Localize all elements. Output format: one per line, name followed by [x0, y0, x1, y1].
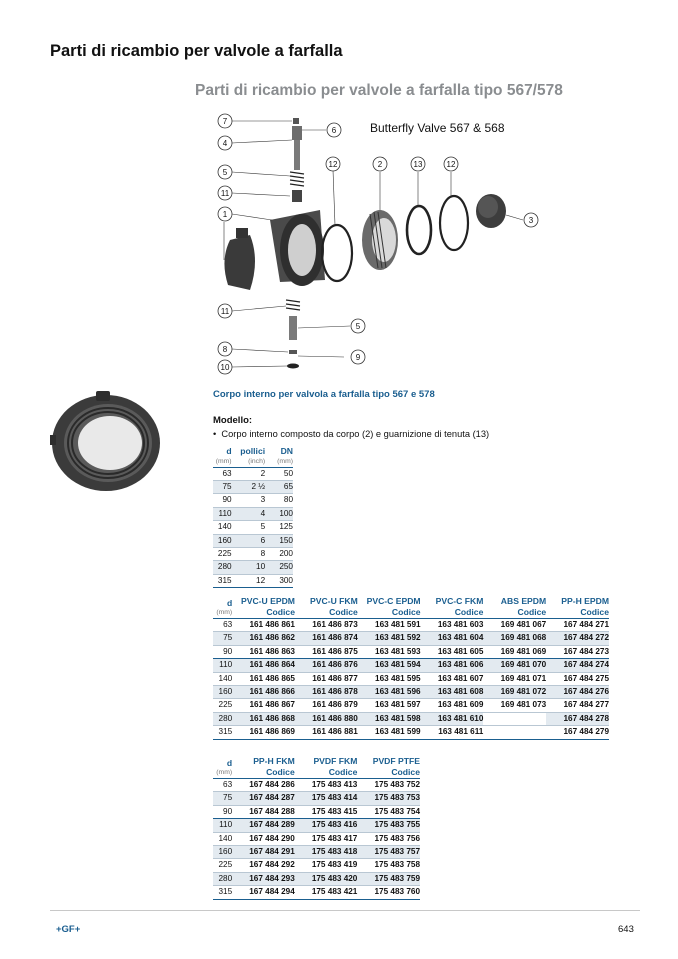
callout-4: 4 [222, 139, 228, 148]
callout-7: 7 [222, 117, 228, 126]
row-size-cell: 160 [213, 686, 232, 699]
table-cell: 161 486 863 [249, 646, 295, 656]
row-size-cell: 90 [222, 495, 232, 505]
column-header [357, 756, 420, 779]
table-cell: 167 484 272 [546, 632, 609, 645]
table-cell: 163 481 599 [375, 727, 421, 737]
table-cell: 161 486 881 [312, 727, 358, 737]
table-cell: 175 483 418 [295, 846, 358, 859]
table-header-row [213, 596, 609, 619]
table-cell: 175 483 421 [311, 887, 358, 897]
table-cell: 161 486 869 [249, 727, 295, 737]
table-cell: 161 486 868 [232, 712, 295, 725]
table-header-row [213, 756, 420, 779]
row-size-cell: 90 [223, 806, 233, 816]
column-header-label: PVC-C FKM Codice [435, 596, 484, 617]
table-cell: 163 481 596 [358, 686, 421, 699]
table-row [213, 726, 609, 739]
table-cell: 169 481 067 [500, 620, 547, 629]
table-cell: 163 481 607 [437, 673, 484, 683]
column-header-label: d [226, 597, 233, 608]
column-header [232, 596, 295, 619]
table-cell: 169 481 069 [500, 646, 547, 656]
table-row [213, 832, 420, 845]
column-header [213, 446, 232, 467]
table-cell: 100 [265, 507, 293, 520]
column-header [358, 596, 421, 619]
row-size-cell: 225 [218, 860, 233, 870]
table-cell: 175 483 757 [357, 846, 420, 859]
table-cell: 163 481 591 [375, 620, 421, 629]
table-row [213, 619, 609, 632]
row-size-cell: 315 [217, 575, 232, 585]
row-size-cell: 63 [223, 620, 233, 629]
table-cell: 161 486 874 [295, 632, 358, 645]
table-cell: 167 484 294 [249, 887, 295, 897]
table-cell: 125 [279, 522, 293, 532]
page-title: Parti di ricambio per valvole a farfalla [50, 42, 343, 60]
table-cell: 167 484 277 [563, 700, 609, 710]
table-cell: 169 481 071 [500, 673, 547, 683]
table-cell: 167 484 274 [546, 659, 609, 672]
table-cell: 163 481 597 [375, 700, 421, 710]
table-header-row [213, 446, 293, 467]
table-cell: 163 481 604 [421, 632, 484, 645]
table-cell: 167 484 287 [232, 792, 295, 805]
table-cell: 175 483 756 [374, 833, 420, 843]
callout-5-lower: 5 [355, 322, 361, 331]
table-cell: 161 486 880 [295, 712, 358, 725]
row-size-cell: 160 [213, 534, 232, 547]
column-header-label: PVDF FKM Codice [313, 756, 358, 777]
table-cell: 6 [232, 534, 266, 547]
row-size-cell: 110 [213, 507, 232, 520]
row-size-cell: 315 [218, 887, 233, 897]
table-cell: 8 [260, 548, 266, 558]
table-cell: 161 486 864 [232, 659, 295, 672]
callout-12-left: 12 [328, 160, 338, 169]
callout-1: 1 [222, 210, 228, 219]
table-cell: 169 481 070 [483, 659, 546, 672]
table-cell: 161 486 879 [312, 700, 358, 710]
model-bullet: • Corpo interno composto da corpo (2) e guarnizione di tenuta (13) [213, 429, 490, 439]
table-cell: 161 486 865 [249, 673, 295, 683]
table-cell: 175 483 758 [374, 860, 420, 870]
table-cell: 175 483 753 [357, 792, 420, 805]
table-row [213, 792, 420, 805]
row-size-cell: 225 [218, 700, 233, 710]
table-cell: 5 [260, 522, 266, 532]
table-cell: 175 483 419 [311, 860, 358, 870]
table-cell: 2 [260, 468, 266, 478]
table-row [213, 574, 293, 587]
table-cell: 161 486 867 [249, 700, 295, 710]
column-header [295, 596, 358, 619]
row-size-cell: 280 [213, 872, 232, 885]
gf-logo: +GF+ [56, 924, 81, 935]
column-header-unit: (mm) [277, 457, 293, 465]
column-header-unit: (mm) [216, 769, 233, 776]
callout-3: 3 [528, 216, 534, 225]
table-row [213, 872, 420, 885]
table-cell: 167 484 273 [563, 646, 609, 656]
column-header [546, 596, 609, 619]
row-size-cell: 225 [217, 548, 232, 558]
column-header-unit: (inch) [248, 457, 266, 465]
callout-2: 2 [377, 160, 383, 169]
table-cell: 167 484 271 [563, 620, 609, 629]
table-row [213, 686, 609, 699]
diagram-caption: Butterfly Valve 567 & 568 [370, 121, 505, 135]
row-size-cell: 140 [218, 833, 233, 843]
column-header [232, 446, 266, 467]
table-cell: 169 481 073 [500, 700, 547, 710]
column-header [232, 756, 295, 779]
row-size-cell: 280 [213, 561, 232, 574]
table-cell: 167 484 291 [232, 846, 295, 859]
table-cell: 2 ½ [232, 480, 266, 493]
table-cell: 167 484 289 [232, 819, 295, 832]
table-row [213, 699, 609, 712]
table-cell: 175 483 754 [374, 806, 420, 816]
table-cell: 175 483 759 [357, 872, 420, 885]
column-header-unit: (mm) [216, 609, 233, 616]
column-header-unit: (mm) [215, 457, 232, 465]
table-row [213, 507, 293, 520]
table-row [213, 645, 609, 658]
table-cell: 163 481 593 [375, 646, 421, 656]
column-header-label: ABS EPDM Codice [500, 596, 547, 617]
table-cell: 80 [283, 495, 293, 505]
table-cell: 150 [265, 534, 293, 547]
row-size-cell: 90 [223, 646, 233, 656]
table-cell: 163 481 609 [437, 700, 484, 710]
callout-11-upper: 11 [220, 189, 230, 198]
callout-6: 6 [331, 126, 337, 135]
table-cell: 50 [283, 468, 293, 478]
table-cell: 161 486 875 [312, 646, 358, 656]
table-row [213, 672, 609, 685]
dimension-table [213, 446, 293, 588]
table-cell: 167 484 288 [249, 806, 295, 816]
model-label: Modello: [213, 415, 253, 426]
table-cell: 167 484 292 [249, 860, 295, 870]
callout-13: 13 [413, 160, 423, 169]
table-cell: 65 [265, 480, 293, 493]
table-cell: 161 486 866 [232, 686, 295, 699]
table-cell: 163 481 611 [438, 727, 484, 737]
callout-5-upper: 5 [222, 168, 228, 177]
page-number: 643 [618, 924, 634, 935]
table-cell: 161 486 878 [295, 686, 358, 699]
model-bullet-text: Corpo interno composto da corpo (2) e guarnizione di tenuta (13) [221, 429, 490, 439]
table-row [213, 805, 420, 818]
callout-10: 10 [220, 363, 230, 372]
column-header-label: PVC-C EPDM Codice [366, 596, 421, 617]
code-table-1 [213, 596, 609, 740]
row-size-cell: 75 [213, 792, 232, 805]
table-cell: 169 481 072 [483, 686, 546, 699]
table-row [213, 859, 420, 872]
column-header-label: pollici [240, 446, 266, 456]
table-cell: 300 [279, 575, 293, 585]
table-cell: 169 481 068 [483, 632, 546, 645]
row-size-cell: 280 [213, 712, 232, 725]
table-cell: 161 486 862 [232, 632, 295, 645]
footer-divider [50, 910, 640, 911]
table-row [213, 547, 293, 560]
table-cell: 163 481 605 [437, 646, 484, 656]
callout-9: 9 [355, 353, 361, 362]
column-header-label: PP-H FKM Codice [253, 756, 295, 777]
valve-body-ring-image [48, 385, 160, 495]
table-cell: 250 [265, 561, 293, 574]
subsection-title: Corpo interno per valvola a farfalla tipo 567 e 578 [213, 389, 435, 400]
table-cell: 163 481 594 [358, 659, 421, 672]
table-cell: 163 481 608 [421, 686, 484, 699]
row-size-cell: 315 [218, 727, 233, 737]
table-cell: 12 [256, 575, 266, 585]
table-cell: 163 481 598 [358, 712, 421, 725]
table-cell: 163 481 606 [421, 659, 484, 672]
column-header [213, 596, 232, 619]
column-header [213, 756, 232, 779]
column-header [295, 756, 358, 779]
table-cell: 167 484 286 [249, 780, 295, 789]
table-row [213, 712, 609, 725]
table-row [213, 846, 420, 859]
column-header [483, 596, 546, 619]
table-cell: 163 481 610 [421, 712, 484, 725]
column-header [421, 596, 484, 619]
table-cell: 175 483 420 [295, 872, 358, 885]
table-cell: 161 486 877 [312, 673, 358, 683]
table-row [213, 632, 609, 645]
table-cell: 200 [279, 548, 293, 558]
table-row [213, 561, 293, 574]
section-title: Parti di ricambio per valvole a farfalla tipo 567/578 [195, 82, 563, 99]
table-row [213, 480, 293, 493]
row-size-cell: 75 [213, 480, 232, 493]
row-size-cell: 110 [213, 659, 232, 672]
table-cell: 167 484 275 [563, 673, 609, 683]
table-row [213, 779, 420, 792]
table-cell [483, 712, 546, 725]
table-cell [483, 726, 546, 739]
table-cell: 175 483 417 [311, 833, 358, 843]
row-size-cell: 110 [213, 819, 232, 832]
column-header [265, 446, 293, 467]
row-size-cell: 75 [213, 632, 232, 645]
valve-exploded-diagram [210, 110, 610, 380]
table-cell: 175 483 416 [295, 819, 358, 832]
table-cell: 3 [260, 495, 266, 505]
table-cell: 163 481 595 [375, 673, 421, 683]
row-size-cell: 63 [223, 780, 233, 789]
table-cell: 167 484 279 [563, 727, 609, 737]
table-cell: 161 486 861 [249, 620, 295, 629]
table-row [213, 819, 420, 832]
table-row [213, 521, 293, 534]
table-row [213, 534, 293, 547]
table-cell: 10 [232, 561, 266, 574]
table-cell: 167 484 276 [546, 686, 609, 699]
table-cell: 175 483 755 [357, 819, 420, 832]
table-row [213, 467, 293, 480]
table-cell: 175 483 415 [311, 806, 358, 816]
table-cell: 175 483 752 [374, 780, 420, 789]
table-cell: 175 483 413 [311, 780, 358, 789]
code-table-2 [213, 756, 420, 900]
column-header-label: d [226, 446, 232, 456]
table-cell: 167 484 293 [232, 872, 295, 885]
table-cell: 163 481 603 [437, 620, 484, 629]
column-header-label: PVC-U FKM Codice [310, 596, 358, 617]
row-size-cell: 160 [213, 846, 232, 859]
table-row [213, 494, 293, 507]
table-cell: 175 483 414 [295, 792, 358, 805]
table-row [213, 659, 609, 672]
table-cell: 163 481 592 [358, 632, 421, 645]
column-header-label: PVDF PTFE Codice [372, 756, 420, 777]
table-cell: 175 483 760 [374, 887, 420, 897]
table-cell: 161 486 876 [295, 659, 358, 672]
column-header-label: d [226, 757, 233, 768]
callout-12-right: 12 [446, 160, 456, 169]
table-cell: 161 486 873 [312, 620, 358, 629]
callout-11-lower: 11 [220, 307, 230, 316]
table-cell: 4 [232, 507, 266, 520]
table-cell: 167 484 290 [249, 833, 295, 843]
row-size-cell: 63 [222, 468, 232, 478]
column-header-label: PVC-U EPDM Codice [241, 596, 295, 617]
row-size-cell: 140 [218, 673, 233, 683]
table-row [213, 886, 420, 899]
row-size-cell: 140 [217, 522, 232, 532]
table-cell: 167 484 278 [546, 712, 609, 725]
column-header-label: PP-H EPDM Codice [561, 596, 609, 617]
callout-8: 8 [222, 345, 228, 354]
column-header-label: DN [280, 446, 293, 456]
